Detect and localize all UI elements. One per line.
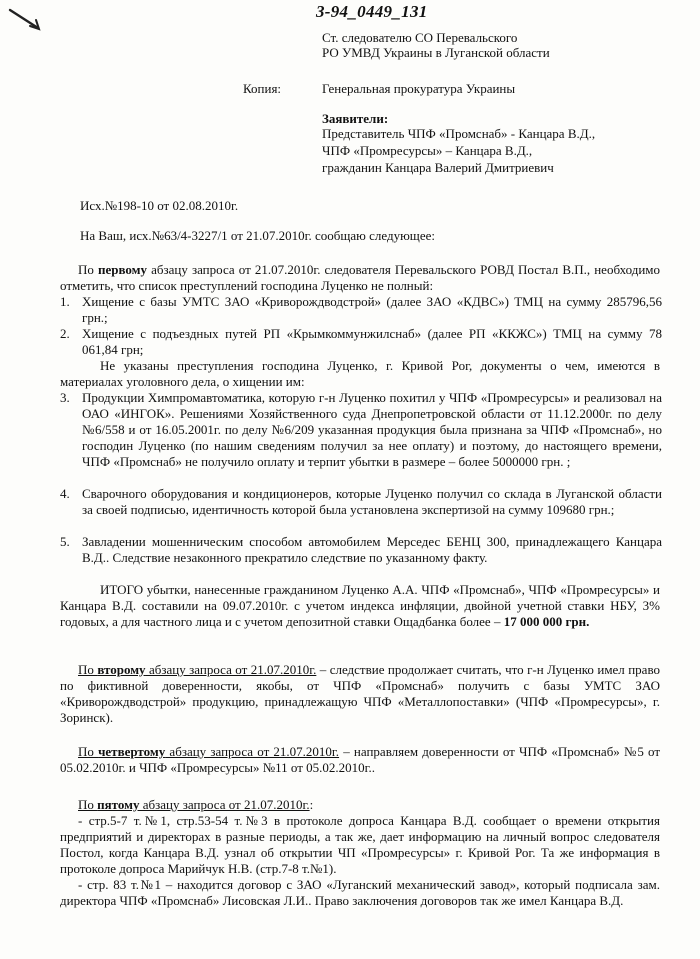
applicant-2: ЧПФ «Промресурсы» – Канцара В.Д.,: [322, 143, 533, 158]
applicant-1: Представитель ЧПФ «Промснаб» - Канцара В.Д.,: [322, 126, 596, 141]
list-item: 1. Хищение с базы УМТС ЗАО «Криворождводстрой» (далее ЗАО «КДВС») ТМЦ на сумму 285796,56 грн.;: [60, 294, 662, 325]
addressee-line-2: РО УМВД Украины в Луганской области: [322, 45, 550, 60]
handwritten-mark-icon: [8, 6, 42, 32]
total-text: ИТОГО убытки, нанесенные гражданином Луценко А.А. ЧПФ «Промснаб», ЧПФ «Промресурсы» и Канцара В.Д. составили на 09.07.2010г. с учетом индекса инфляции, двойной учетной ставки НБУ, 3% годовых, а для частного лица и с учетом депозитной ставки Ощадбанка более – 17 000 000 грн.: [60, 582, 660, 629]
total-amount: 17 000 000 грн.: [503, 614, 590, 629]
copy-recipient: Генеральная прокуратура Украины: [322, 81, 516, 96]
keyword-first: первому: [97, 262, 148, 277]
paragraph-first: По первому абзацу запроса от 21.07.2010г. следователя Перевальского РОВД Постал В.П., необходимо отметить, что список преступлений господина Луценко не полный:: [60, 262, 660, 293]
fifth-item-2: - стр. 83 т.№1 – находится договор с ЗАО «Луганский механический завод», который подписала зам. директора ЧПФ «Промснаб» Лисовская Л.И.. Право заключения договоров так же имел Канцара В.Д.: [60, 877, 660, 908]
paragraph-second: По второму абзацу запроса от 21.07.2010г. – следствие продолжает считать, что г-н Луценко имел право по фиктивной доверенности, якобы, от ЧПФ «Промснаб» получить с базы УМТС ЗАО «Криворождводстрой» продукцию, принадлежащую ЧПФ «Металлопоставки» (ЧПФ «Промресурсы», г. Зоринск).: [60, 662, 660, 725]
applicants-label: Заявители:: [322, 111, 389, 126]
paragraph-fourth: По четвертому абзацу запроса от 21.07.2010г. – направляем доверенности от ЧПФ «Промснаб» №5 от 05.02.2010г. и ЧПФ «Промресурсы» №11 от 05.02.2010г..: [60, 744, 661, 775]
list-item: 3. Продукции Химпромавтоматика, которую г-н Луценко похитил у ЧПФ «Промресурсы» и реализовал на ОАО «ИНГОК». Решениями Хозяйственного суда Днепропетровской области от 11.12.2000г. по делу №6/558 и от 16.05.2001г. по делу №6/209 указанная продукция была признана за ЧПФ «Промснаб», но господин Луценко (по нашим сведениям получил за нее оплату) и поэтому, до настоящего времени, ЧПФ «Промснаб» не получило оплату и терпит убытки в размере – более 5000000 грн. ;: [60, 390, 662, 469]
document-number: 3-94_0449_131: [316, 2, 428, 21]
addressee-line-1: Ст. следователю СО Перевальского: [322, 30, 518, 45]
not-listed-text: Не указаны преступления господина Луценко, г. Кривой Рог, документы о чем, имеются в материалах уголовного дела, о хищении им:: [60, 358, 660, 389]
paragraph-fifth: По пятому абзацу запроса от 21.07.2010г.:: [78, 797, 314, 812]
list-item: 5. Завладении мошенническим способом автомобилем Мерседес БЕНЦ 300, принадлежащего Канцара В.Д.. Следствие незаконного прекратило следствие по указанному факту.: [60, 534, 662, 565]
copy-label: Копия:: [243, 81, 282, 96]
fifth-item-1: - стр.5-7 т.№1, стр.53-54 т.№3 в протоколе допроса Канцара В.Д. сообщает о времени открытия предприятий и директорах в разные периоды, а так же, дает информацию на личный вопрос следователя Постол, когда Канцара В.Д. узнал об открытии ЧП «Промресурсы» г. Кривой Рог. Та же информация в протоколе допроса Марийчук Н.В. (стр.7-8 т.№1).: [60, 813, 660, 876]
intro-line: На Ваш, исх.№63/4-3227/1 от 21.07.2010г. сообщаю следующее:: [80, 228, 435, 243]
list-item: 4. Сварочного оборудования и кондиционеров, которые Луценко получил со склада в Луганской области за своей подписью, идентичность которой была установлена экспертизой на сумму 109680 грн.;: [60, 486, 662, 517]
list-item: 2. Хищение с подъездных путей РП «Крымкоммунжилснаб» (далее РП «ККЖС») ТМЦ на сумму 78 061,84 грн;: [60, 326, 662, 357]
applicant-3: гражданин Канцара Валерий Дмитриевич: [322, 160, 554, 175]
outgoing-reference: Исх.№198-10 от 02.08.2010г.: [80, 198, 239, 213]
